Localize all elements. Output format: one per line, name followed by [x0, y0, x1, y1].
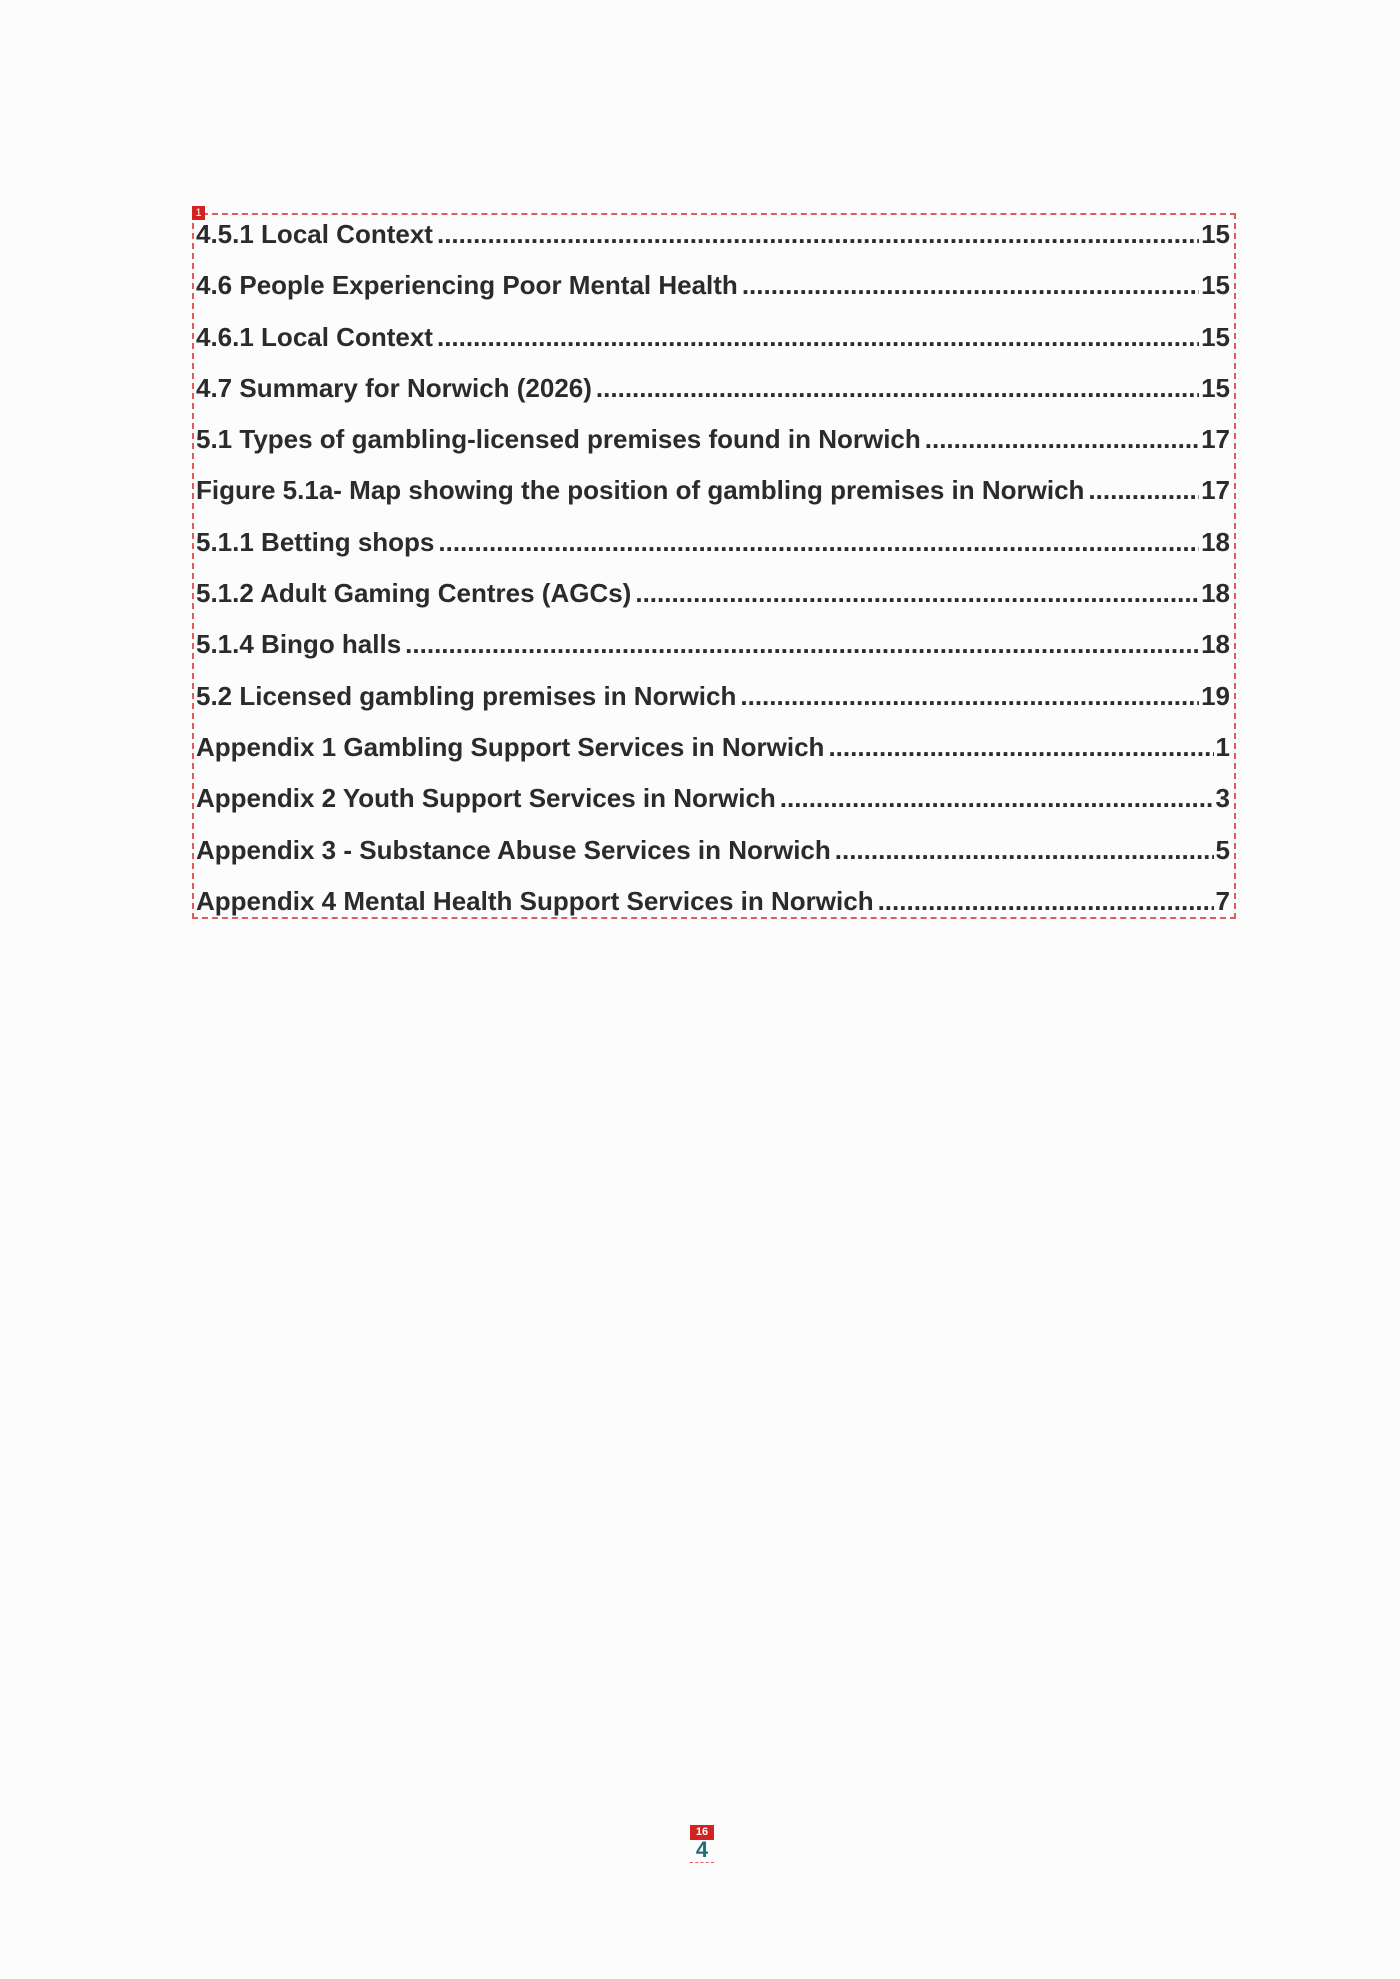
- toc-entry-title: 4.5.1 Local Context: [196, 219, 433, 249]
- toc-entry[interactable]: [196, 319, 1230, 370]
- page-badge: 16: [690, 1825, 714, 1840]
- toc-dot-leader: [437, 216, 1199, 252]
- toc-entry-page: 18: [1201, 629, 1230, 660]
- frame-badge: 1: [192, 206, 205, 220]
- toc-entry[interactable]: [196, 678, 1230, 729]
- toc-entry-page: 7: [1215, 885, 1230, 916]
- toc-entry-page: 3: [1215, 783, 1230, 814]
- toc-dot-leader: [596, 370, 1199, 406]
- toc-entry-title: 5.1.4 Bingo halls: [196, 629, 402, 660]
- toc-entry-title: 5.1 Types of gambling-licensed premises found in Norwich: [196, 424, 921, 455]
- toc-dot-leader: [1088, 472, 1199, 508]
- toc-entry-page: 19: [1201, 680, 1230, 711]
- toc-entry[interactable]: [196, 472, 1230, 523]
- toc-dot-leader: [742, 267, 1199, 303]
- toc-dot-leader: [438, 524, 1199, 560]
- toc-entry-page: 5: [1215, 834, 1230, 865]
- toc-entry[interactable]: [196, 267, 1230, 318]
- toc-entry-title: 4.6 People Experiencing Poor Mental Health: [196, 270, 738, 301]
- toc-entry[interactable]: [196, 780, 1230, 831]
- toc-entry-title: 5.1.1 Betting shops: [196, 526, 435, 557]
- toc-dot-leader: [828, 729, 1213, 765]
- toc-entry[interactable]: [196, 370, 1230, 421]
- toc-entry-title: Figure 5.1a- Map showing the position of gambling premises in Norwich: [196, 475, 1085, 506]
- toc-entry-page: 15: [1201, 372, 1230, 403]
- toc-entry[interactable]: [196, 524, 1230, 575]
- toc-entry[interactable]: [196, 421, 1230, 472]
- toc-entry-title: Appendix 4 Mental Health Support Services in Norwich: [196, 885, 874, 916]
- toc-entry[interactable]: [196, 216, 1230, 267]
- toc-entry[interactable]: [196, 626, 1230, 677]
- toc-entry-title: Appendix 2 Youth Support Services in Norwich: [196, 783, 776, 814]
- toc-entry[interactable]: [196, 832, 1230, 883]
- page-number: 4: [690, 1838, 714, 1863]
- toc-dot-leader: [925, 421, 1199, 457]
- toc-entry-page: 1: [1215, 731, 1230, 762]
- toc-entry-title: Appendix 3 - Substance Abuse Services in Norwich: [196, 834, 831, 865]
- toc-dot-leader: [780, 780, 1214, 816]
- toc-entry[interactable]: [196, 575, 1230, 626]
- toc-entry-title: Appendix 1 Gambling Support Services in Norwich: [196, 731, 825, 762]
- toc-entry-title: 4.7 Summary for Norwich (2026): [196, 372, 592, 403]
- toc-entry-title: 4.6.1 Local Context: [196, 321, 433, 352]
- toc-dot-leader: [405, 626, 1199, 662]
- toc-entry-title: 5.1.2 Adult Gaming Centres (AGCs): [196, 578, 632, 609]
- toc-entry-page: 15: [1201, 321, 1230, 352]
- toc-dot-leader: [835, 832, 1214, 868]
- toc-dot-leader: [740, 678, 1199, 714]
- toc-entry[interactable]: [196, 883, 1230, 934]
- toc-entry[interactable]: [196, 729, 1230, 780]
- toc-entry-page: 18: [1201, 578, 1230, 609]
- toc-dot-leader: [878, 883, 1214, 919]
- toc-entry-page: 17: [1201, 475, 1230, 506]
- toc-dot-leader: [437, 319, 1199, 355]
- table-of-contents: [196, 216, 1230, 934]
- toc-entry-page: 18: [1201, 526, 1230, 557]
- toc-entry-page: 15: [1201, 270, 1230, 301]
- toc-dot-leader: [635, 575, 1199, 611]
- toc-entry-title: 5.2 Licensed gambling premises in Norwich: [196, 680, 737, 711]
- toc-entry-page: 15: [1201, 219, 1230, 249]
- toc-entry-page: 17: [1201, 424, 1230, 455]
